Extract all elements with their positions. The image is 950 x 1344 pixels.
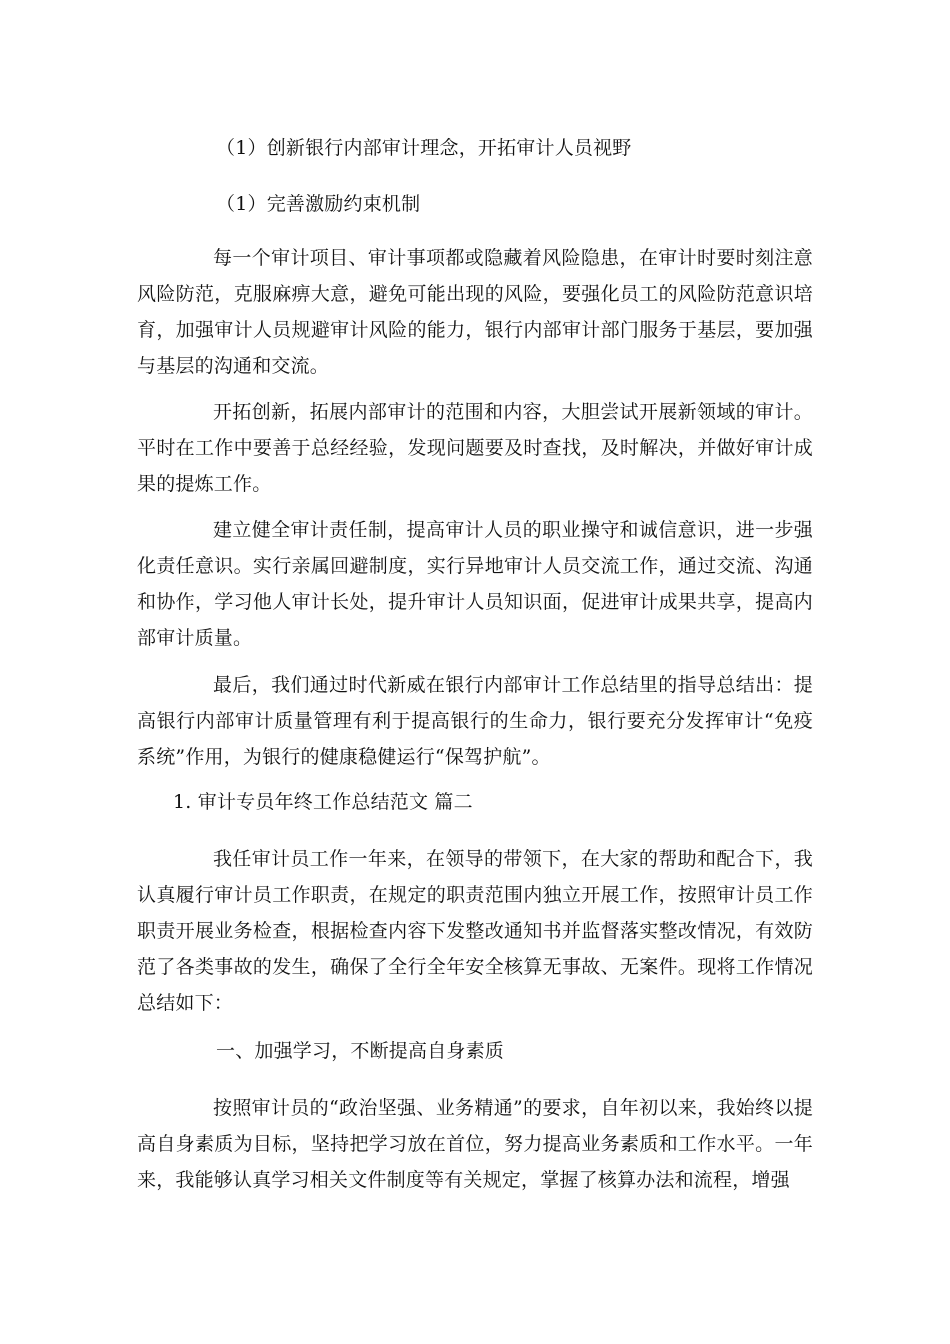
paragraph-responsibility-system: 建立健全审计责任制，提高审计人员的职业操守和诚信意识，进一步强化责任意识。实行亲属回避制度，实行异地审计人员交流工作，通过交流、沟通和协作，学习他人审计长处，提升审计人员知识面，促进审计成果共享，提高内部审计质量。 [137,519,813,649]
paragraph-innovation: 开拓创新，拓展内部审计的范围和内容，大胆尝试开展新领域的审计。平时在工作中要善于总经经验，发现问题要及时查找，及时解决，并做好审计成果的提炼工作。 [137,401,813,495]
section-title: 1. 审计专员年终工作总结范文 篇二 [173,791,473,813]
paragraph-study-details: 按照审计员的“政治坚强、业务精通”的要求，自年初以来，我始终以提高自身素质为目标，坚持把学习放在首位，努力提高业务素质和工作水平。一年来，我能够认真学习相关文件制度等有关规定，掌握了核算办法和流程，增强 [137,1097,813,1191]
line-incentive-mechanism: （1）完善激励约束机制 [216,193,421,215]
subheading-study: 一、加强学习，不断提高自身素质 [216,1040,505,1062]
paragraph-risk-prevention: 每一个审计项目、审计事项都或隐藏着风险隐患，在审计时要时刻注意风险防范，克服麻痹大意，避免可能出现的风险，要强化员工的风险防范意识培育，加强审计人员规避审计风险的能力，银行内部审计部门服务于基层，要加强与基层的沟通和交流。 [137,247,813,377]
paragraph-intro: 我任审计员工作一年来，在领导的带领下，在大家的帮助和配合下，我认真履行审计员工作职责，在规定的职责范围内独立开展工作，按照审计员工作职责开展业务检查，根据检查内容下发整改通知书并监督落实整改情况，有效防范了各类事故的发生，确保了全行全年安全核算无事故、无案件。现将工作情况总结如下： [137,848,813,1014]
paragraph-conclusion: 最后，我们通过时代新威在银行内部审计工作总结里的指导总结出：提高银行内部审计质量管理有利于提高银行的生命力，银行要充分发挥审计“免疫系统”作用，为银行的健康稳健运行“保驾护航”。 [137,674,813,768]
line-innovate-audit-concept: （1）创新银行内部审计理念，开拓审计人员视野 [216,137,632,159]
